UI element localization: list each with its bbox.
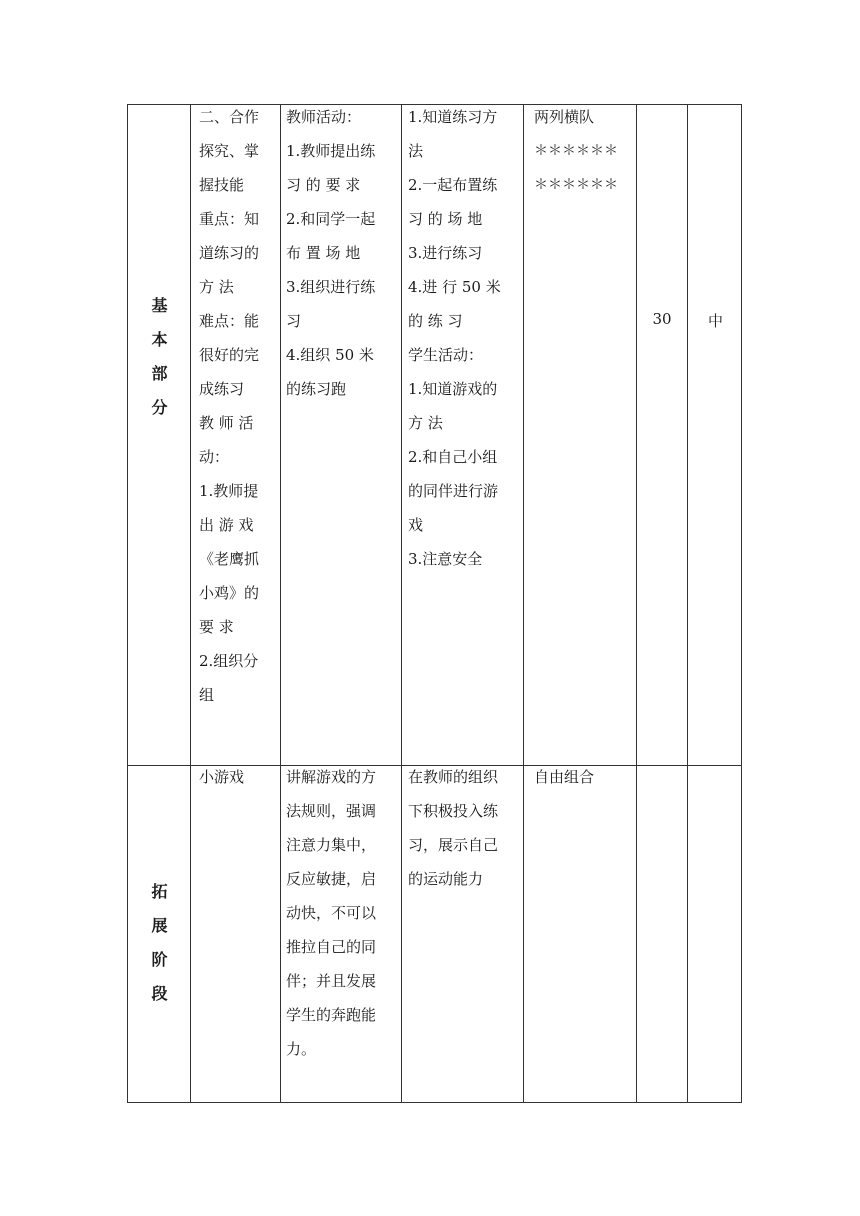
organization-line: 两列横队: [534, 108, 595, 126]
teacher-line: 布 置 场 地: [286, 244, 361, 262]
content-line: 二、合作: [199, 108, 260, 126]
content-line: 道练习的: [199, 244, 260, 262]
teacher-line: 习 的 要 求: [286, 176, 361, 194]
section-char: 阶: [151, 950, 168, 969]
teacher-line: 法规则，强调: [286, 802, 377, 820]
content-line: 重点：知: [199, 210, 260, 228]
student-line: 戏: [408, 516, 424, 534]
student-line: 方 法: [408, 414, 443, 432]
student-line: 学生活动：: [408, 346, 484, 364]
student-line: 2.一起布置练: [408, 176, 498, 194]
content-line: 2.组织分: [199, 652, 259, 670]
student-line: 法: [408, 142, 424, 160]
teacher-line: 2.和同学一起: [286, 210, 376, 228]
content-line: 成练习: [199, 380, 245, 398]
teacher-line: 学生的奔跑能: [286, 1006, 377, 1024]
content-line: 1.教师提: [199, 482, 259, 500]
time-value: 30: [652, 310, 672, 328]
student-line: 1.知道练习方: [408, 108, 498, 126]
student-line: 在教师的组织: [408, 768, 499, 786]
teacher-activity-cell: [282, 100, 402, 406]
content-line: 动：: [199, 448, 230, 466]
organization-cell: [530, 760, 636, 794]
content-line: 握技能: [199, 176, 245, 194]
content-line: 难点：能: [199, 312, 260, 330]
content-line: 很好的完: [199, 346, 260, 364]
teacher-line: 的练习跑: [286, 380, 347, 398]
section-char: 分: [151, 398, 168, 417]
section-label-basic: [128, 289, 191, 425]
formation-stars: ＊＊＊＊＊＊: [534, 177, 618, 193]
teacher-line: 1.教师提出练: [286, 142, 376, 160]
column-divider: [687, 105, 688, 1102]
teacher-line: 3.组织进行练: [286, 278, 376, 296]
teacher-line: 讲解游戏的方: [286, 768, 377, 786]
section-char: 本: [151, 330, 168, 349]
section-char: 展: [151, 916, 168, 935]
content-line: 方 法: [199, 278, 234, 296]
content-line: 探究、掌: [199, 142, 260, 160]
student-activity-cell: [404, 100, 524, 576]
content-line: 要 求: [199, 618, 234, 636]
student-line: 1.知道游戏的: [408, 380, 498, 398]
content-line: 小鸡》的: [199, 584, 260, 602]
content-line: 出 游 戏: [199, 516, 254, 534]
content-cell: [195, 760, 281, 794]
section-char: 段: [151, 984, 168, 1003]
teacher-line: 教师活动：: [286, 108, 362, 126]
student-line: 的 练 习: [408, 312, 463, 330]
formation-stars: ＊＊＊＊＊＊: [534, 143, 618, 159]
column-divider: [636, 105, 637, 1102]
teacher-line: 伴；并且发展: [286, 972, 377, 990]
teacher-line: 力。: [286, 1040, 317, 1058]
section-label-extension: [128, 875, 191, 1011]
student-line: 2.和自己小组: [408, 448, 498, 466]
content-line: 《老鹰抓: [199, 550, 260, 568]
student-line: 3.进行练习: [408, 244, 483, 262]
section-char: 部: [151, 364, 168, 383]
section-char: 基: [151, 296, 168, 315]
content-line: 组: [199, 686, 215, 704]
student-line: 的运动能力: [408, 870, 484, 888]
student-line: 习 的 场 地: [408, 210, 483, 228]
student-line: 习，展示自己: [408, 836, 499, 854]
content-cell: [195, 100, 281, 712]
student-line: 下积极投入练: [408, 802, 499, 820]
content-line: 小游戏: [199, 768, 245, 786]
intensity-value: 中: [707, 312, 723, 330]
teacher-activity-cell: [282, 760, 402, 1066]
teacher-line: 反应敏捷，启: [286, 870, 377, 888]
student-line: 的同伴进行游: [408, 482, 499, 500]
section-char: 拓: [151, 882, 168, 901]
organization-cell: [530, 100, 636, 202]
teacher-line: 4.组织 50 米: [286, 346, 374, 364]
student-line: 4.进 行 50 米: [408, 278, 501, 296]
teacher-line: 注意力集中，: [286, 836, 377, 854]
teacher-line: 动快，不可以: [286, 904, 377, 922]
lesson-plan-table: [127, 104, 742, 1103]
teacher-line: 推拉自己的同: [286, 938, 377, 956]
content-line: 教 师 活: [199, 414, 254, 432]
organization-line: 自由组合: [534, 768, 595, 786]
student-line: 3.注意安全: [408, 550, 483, 568]
student-activity-cell: [404, 760, 524, 896]
teacher-line: 习: [286, 312, 302, 330]
